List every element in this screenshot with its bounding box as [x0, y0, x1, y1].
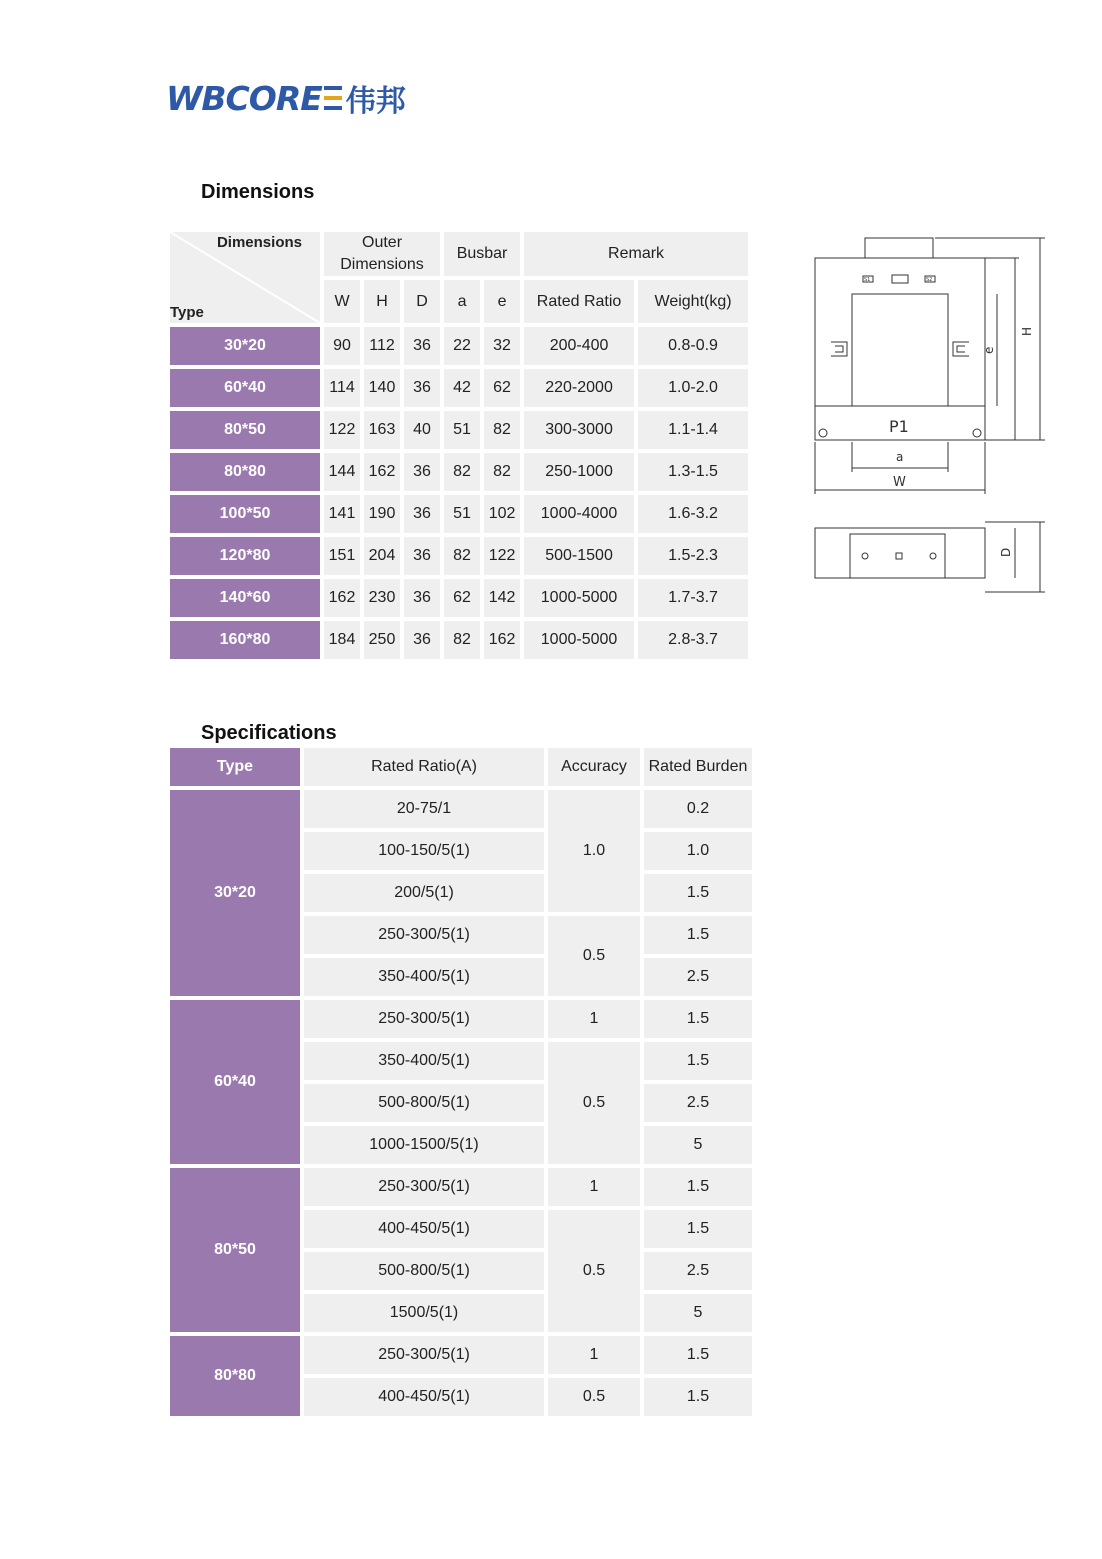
dimensions-cell-weight: 1.1-1.4 [638, 411, 748, 449]
dimensions-cell-ratio: 1000-5000 [524, 621, 634, 659]
dimensions-cell-h: 204 [364, 537, 400, 575]
spec-ratio-cell: 20-75/1 [304, 790, 544, 828]
dimensions-cell-a: 82 [444, 621, 480, 659]
dimensions-cell-h: 112 [364, 327, 400, 365]
label-a: a [896, 450, 904, 464]
dimensions-cell-e: 82 [484, 453, 520, 491]
spec-burden-cell: 1.5 [644, 1336, 752, 1374]
spec-burden-cell: 1.5 [644, 874, 752, 912]
spec-ratio-cell: 200/5(1) [304, 874, 544, 912]
spec-ratio-cell: 350-400/5(1) [304, 1042, 544, 1080]
drawing-top-tab [865, 238, 933, 258]
dimensions-row [170, 621, 748, 659]
spec-type-cell: 80*50 [170, 1168, 300, 1332]
dimensions-cell-ratio: 1000-5000 [524, 579, 634, 617]
dimensions-cell-a: 51 [444, 411, 480, 449]
drawing-front-body [815, 258, 985, 440]
dimensions-cell-w: 184 [324, 621, 360, 659]
spec-burden-cell: 1.5 [644, 916, 752, 954]
dimensions-cell-e: 32 [484, 327, 520, 365]
label-e: e [982, 346, 996, 354]
dimensions-cell-e: 82 [484, 411, 520, 449]
dimensions-cell-w: 144 [324, 453, 360, 491]
col-header-e: e [484, 280, 520, 323]
dimensions-cell-weight: 0.8-0.9 [638, 327, 748, 365]
dimensions-cell-e: 102 [484, 495, 520, 533]
spec-header-type: Type [170, 748, 300, 786]
dimensions-cell-weight: 1.0-2.0 [638, 369, 748, 407]
busbar-header: Busbar [444, 232, 520, 276]
dimensions-cell-d: 36 [404, 579, 440, 617]
dimensions-cell-weight: 1.6-3.2 [638, 495, 748, 533]
col-header-d: D [404, 280, 440, 323]
dimensions-cell-e: 142 [484, 579, 520, 617]
spec-ratio-cell: 250-300/5(1) [304, 916, 544, 954]
dimensions-cell-h: 163 [364, 411, 400, 449]
dimensions-cell-a: 82 [444, 537, 480, 575]
dimensions-row [170, 579, 748, 617]
specifications-table [166, 744, 756, 1420]
drawing-window [852, 294, 948, 406]
spec-burden-cell: 1.0 [644, 832, 752, 870]
col-header-w: W [324, 280, 360, 323]
spec-accuracy-cell: 0.5 [548, 916, 640, 996]
corner-bottom-label: Type [170, 304, 204, 321]
dimensions-cell-d: 36 [404, 327, 440, 365]
dimensions-cell-ratio: 500-1500 [524, 537, 634, 575]
transformer-dimension-drawing [805, 232, 1055, 602]
spec-type-cell: 60*40 [170, 1000, 300, 1164]
brand-latin: WBCORE [166, 78, 322, 118]
dimensions-cell-a: 22 [444, 327, 480, 365]
dimensions-cell-d: 36 [404, 453, 440, 491]
dimensions-row [170, 327, 748, 365]
remark-header: Remark [524, 232, 748, 276]
spec-accuracy-cell: 1.0 [548, 790, 640, 912]
spec-ratio-cell: 500-800/5(1) [304, 1084, 544, 1122]
dimensions-row [170, 495, 748, 533]
dimensions-type-cell: 160*80 [170, 621, 320, 659]
outer-dimensions-header [324, 232, 440, 276]
corner-top-label: Dimensions [216, 234, 302, 251]
dimensions-cell-d: 36 [404, 621, 440, 659]
dimensions-cell-w: 141 [324, 495, 360, 533]
dimensions-cell-weight: 1.5-2.3 [638, 537, 748, 575]
dimensions-type-cell: 30*20 [170, 327, 320, 365]
spec-row [170, 1336, 752, 1374]
spec-accuracy-cell: 1 [548, 1336, 640, 1374]
dimensions-cell-ratio: 1000-4000 [524, 495, 634, 533]
spec-header-accuracy: Accuracy [548, 748, 640, 786]
dimensions-cell-h: 162 [364, 453, 400, 491]
spec-burden-cell: 5 [644, 1126, 752, 1164]
label-w: W [893, 475, 906, 490]
dimensions-title: Dimensions [201, 181, 315, 203]
spec-burden-cell: 1.5 [644, 1042, 752, 1080]
col-header-weight: Weight(kg) [638, 280, 748, 323]
dimensions-row [170, 453, 748, 491]
spec-burden-cell: 1.5 [644, 1000, 752, 1038]
label-h: H [1020, 326, 1034, 336]
dimensions-table [166, 228, 752, 663]
label-d: D [999, 547, 1013, 557]
spec-header-ratio: Rated Ratio(A) [304, 748, 544, 786]
dimensions-row [170, 369, 748, 407]
spec-row [170, 1168, 752, 1206]
col-header-a: a [444, 280, 480, 323]
label-p1: P1 [889, 417, 909, 436]
spec-ratio-cell: 250-300/5(1) [304, 1168, 544, 1206]
dimensions-type-cell: 120*80 [170, 537, 320, 575]
dimensions-cell-ratio: 200-400 [524, 327, 634, 365]
dimensions-cell-w: 162 [324, 579, 360, 617]
dimensions-cell-d: 36 [404, 369, 440, 407]
dimensions-type-cell: 80*80 [170, 453, 320, 491]
dimensions-cell-h: 250 [364, 621, 400, 659]
dimensions-cell-ratio: 300-3000 [524, 411, 634, 449]
spec-row [170, 1000, 752, 1038]
spec-ratio-cell: 250-300/5(1) [304, 1000, 544, 1038]
spec-accuracy-cell: 1 [548, 1168, 640, 1206]
brand-cjk: 伟邦 [345, 84, 406, 119]
drawing-side-window [850, 534, 945, 578]
dimensions-cell-d: 40 [404, 411, 440, 449]
spec-burden-cell: 1.5 [644, 1168, 752, 1206]
dimensions-cell-h: 190 [364, 495, 400, 533]
spec-accuracy-cell: 0.5 [548, 1210, 640, 1332]
dimensions-type-cell: 140*60 [170, 579, 320, 617]
specifications-title: Specifications [201, 722, 337, 744]
outer-header-line2: Dimensions [340, 256, 424, 273]
dimensions-cell-e: 162 [484, 621, 520, 659]
spec-burden-cell: 5 [644, 1294, 752, 1332]
dimensions-cell-e: 62 [484, 369, 520, 407]
dimensions-type-cell: 60*40 [170, 369, 320, 407]
dimensions-row [170, 537, 748, 575]
spec-header-burden: Rated Burden [644, 748, 752, 786]
spec-type-cell: 80*80 [170, 1336, 300, 1416]
dimensions-cell-d: 36 [404, 537, 440, 575]
dimensions-cell-ratio: 220-2000 [524, 369, 634, 407]
spec-burden-cell: 2.5 [644, 1084, 752, 1122]
spec-burden-cell: 1.5 [644, 1210, 752, 1248]
spec-type-cell: 30*20 [170, 790, 300, 996]
dimensions-cell-w: 122 [324, 411, 360, 449]
spec-ratio-cell: 100-150/5(1) [304, 832, 544, 870]
dimensions-cell-e: 122 [484, 537, 520, 575]
spec-ratio-cell: 1000-1500/5(1) [304, 1126, 544, 1164]
dimensions-cell-weight: 1.7-3.7 [638, 579, 748, 617]
dimensions-corner-header [170, 232, 320, 323]
dimensions-type-cell: 100*50 [170, 495, 320, 533]
spec-burden-cell: 2.5 [644, 958, 752, 996]
dimensions-cell-w: 151 [324, 537, 360, 575]
col-header-h: H [364, 280, 400, 323]
spec-ratio-cell: 350-400/5(1) [304, 958, 544, 996]
dimensions-cell-a: 42 [444, 369, 480, 407]
dimensions-cell-h: 140 [364, 369, 400, 407]
dimensions-cell-weight: 2.8-3.7 [638, 621, 748, 659]
dimensions-cell-ratio: 250-1000 [524, 453, 634, 491]
dimensions-cell-d: 36 [404, 495, 440, 533]
spec-accuracy-cell: 0.5 [548, 1378, 640, 1416]
spec-accuracy-cell: 1 [548, 1000, 640, 1038]
spec-burden-cell: 2.5 [644, 1252, 752, 1290]
spec-ratio-cell: 1500/5(1) [304, 1294, 544, 1332]
dimensions-cell-weight: 1.3-1.5 [638, 453, 748, 491]
dimensions-cell-w: 114 [324, 369, 360, 407]
label-s2: S2 [926, 277, 933, 283]
spec-row [170, 790, 752, 828]
col-header-rated-ratio: Rated Ratio [524, 280, 634, 323]
dimensions-cell-h: 230 [364, 579, 400, 617]
dimensions-cell-a: 82 [444, 453, 480, 491]
spec-ratio-cell: 400-450/5(1) [304, 1378, 544, 1416]
dimensions-cell-a: 62 [444, 579, 480, 617]
dimensions-type-cell: 80*50 [170, 411, 320, 449]
dimensions-cell-a: 51 [444, 495, 480, 533]
outer-header-line1: Outer [362, 234, 403, 251]
dimensions-row [170, 411, 748, 449]
label-s1: S1 [864, 277, 871, 283]
spec-burden-cell: 0.2 [644, 790, 752, 828]
spec-ratio-cell: 400-450/5(1) [304, 1210, 544, 1248]
brand-bars-mark [324, 86, 342, 110]
spec-ratio-cell: 250-300/5(1) [304, 1336, 544, 1374]
spec-ratio-cell: 500-800/5(1) [304, 1252, 544, 1290]
spec-burden-cell: 1.5 [644, 1378, 752, 1416]
spec-accuracy-cell: 0.5 [548, 1042, 640, 1164]
brand-logo [166, 78, 406, 119]
dimensions-cell-w: 90 [324, 327, 360, 365]
